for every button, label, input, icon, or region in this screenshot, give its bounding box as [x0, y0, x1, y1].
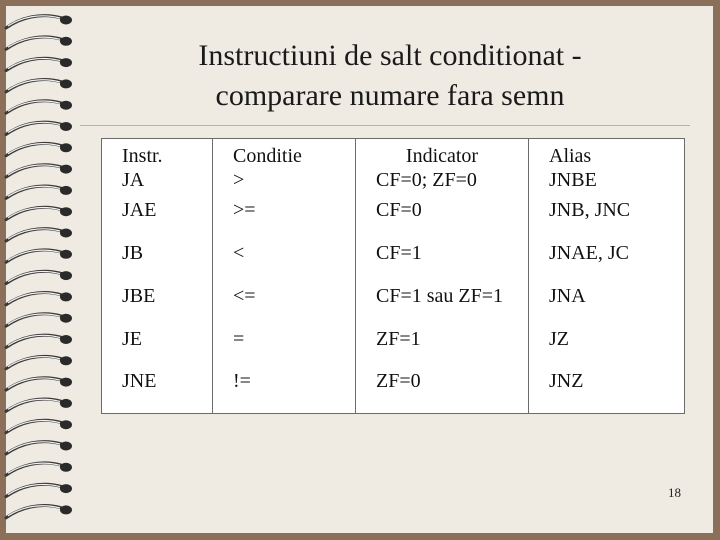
cell-conditie: != [213, 370, 356, 413]
header-alias: Alias [529, 139, 685, 170]
cell-conditie: < [213, 242, 356, 285]
cell-instr: JBE [102, 285, 213, 328]
cell-conditie: > [213, 169, 356, 199]
binding-coil [6, 271, 72, 284]
cell-indicator: CF=1 [356, 242, 529, 285]
title-line-1: Instructiuni de salt conditionat - [198, 39, 582, 72]
binding-coil [6, 463, 72, 476]
binding-coil [6, 122, 72, 135]
jump-instructions-table [101, 138, 685, 414]
binding-coil [6, 335, 72, 348]
binding-coil [6, 37, 72, 50]
table-row [102, 370, 685, 413]
cell-indicator: ZF=1 [356, 328, 529, 371]
binding-coil [6, 420, 72, 433]
spiral-binding [0, 0, 80, 540]
cell-alias: JNBE [529, 169, 685, 199]
slide-title [100, 36, 680, 116]
binding-coil [6, 484, 72, 497]
cell-indicator: ZF=0 [356, 370, 529, 413]
cell-alias: JZ [529, 328, 685, 371]
cell-instr: JB [102, 242, 213, 285]
header-indicator: Indicator [356, 139, 529, 170]
table-row [102, 169, 685, 199]
title-line-2: comparare numare fara semn [215, 79, 565, 112]
binding-coil [6, 314, 72, 327]
binding-coil [6, 378, 72, 391]
binding-coil [6, 207, 72, 220]
table-row [102, 242, 685, 285]
cell-conditie: = [213, 328, 356, 371]
binding-coil [6, 399, 72, 412]
binding-coil [6, 79, 72, 92]
cell-conditie: >= [213, 199, 356, 242]
cell-instr: JNE [102, 370, 213, 413]
title-divider [80, 125, 690, 126]
table-row [102, 328, 685, 371]
binding-coil [6, 250, 72, 262]
binding-coil [6, 143, 72, 156]
cell-instr: JA [102, 169, 213, 199]
cell-instr: JAE [102, 199, 213, 242]
cell-alias: JNA [529, 285, 685, 328]
binding-coil [6, 505, 72, 518]
cell-alias: JNB, JNC [529, 199, 685, 242]
table-row [102, 285, 685, 328]
cell-alias: JNZ [529, 370, 685, 413]
binding-coil [6, 442, 72, 455]
cell-alias: JNAE, JC [529, 242, 685, 285]
header-conditie: Conditie [213, 139, 356, 170]
binding-coil [6, 58, 72, 71]
cell-indicator: CF=0; ZF=0 [356, 169, 529, 199]
cell-indicator: CF=1 sau ZF=1 [356, 285, 529, 328]
binding-coil [6, 292, 72, 305]
binding-coil [6, 186, 72, 199]
binding-coil [6, 165, 72, 178]
table-header-row [102, 139, 685, 170]
table-row [102, 199, 685, 242]
page-number: 18 [668, 485, 681, 500]
cell-conditie: <= [213, 285, 356, 328]
binding-coil [6, 356, 72, 369]
binding-coil [6, 229, 72, 242]
cell-instr: JE [102, 328, 213, 371]
cell-indicator: CF=0 [356, 199, 529, 242]
binding-coil [6, 16, 72, 29]
binding-coil [6, 101, 72, 114]
header-instr: Instr. [102, 139, 213, 170]
